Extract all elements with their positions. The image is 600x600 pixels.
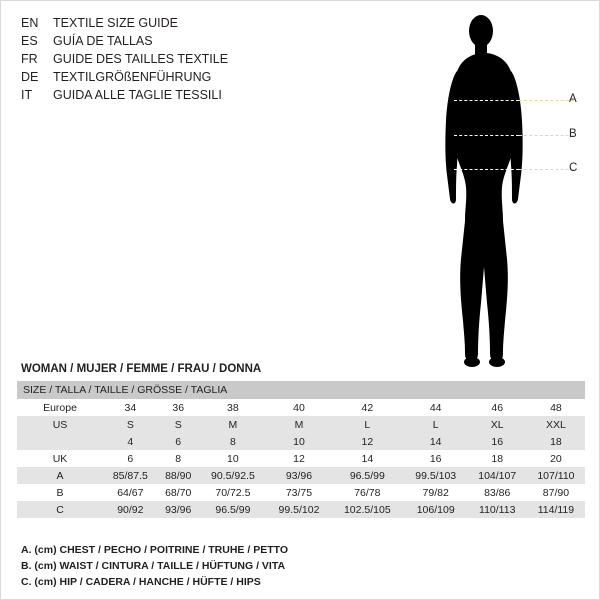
cell: M: [199, 416, 267, 433]
title-row-de: [21, 69, 351, 87]
cell: 64/67: [103, 484, 158, 501]
waist-guide-line-inner: [454, 135, 519, 136]
cell: 110/113: [468, 501, 527, 518]
cell: 12: [331, 433, 404, 450]
title-row-fr: [21, 51, 351, 69]
cell: 44: [404, 399, 468, 416]
table-header-row: [17, 381, 585, 399]
cell: 114/119: [527, 501, 585, 518]
hip-guide-line: [519, 169, 574, 170]
cell: 104/107: [468, 467, 527, 484]
cell: 12: [267, 450, 331, 467]
cell: 107/110: [527, 467, 585, 484]
row-label-c: C: [17, 501, 103, 518]
waist-guide-line: [519, 135, 574, 136]
cell: 88/90: [158, 467, 199, 484]
language-code-it: IT: [21, 88, 33, 102]
row-label-us: US: [17, 416, 103, 433]
cell: 99.5/103: [404, 467, 468, 484]
measure-label-a: A: [569, 93, 577, 105]
language-code-es: ES: [21, 34, 38, 48]
cell: 6: [103, 450, 158, 467]
cell: 73/75: [267, 484, 331, 501]
title-block: [21, 15, 351, 105]
body-figure: [421, 9, 591, 369]
row-label-uk: UK: [17, 450, 103, 467]
cell: 18: [468, 450, 527, 467]
cell: 14: [404, 433, 468, 450]
cell: 38: [199, 399, 267, 416]
cell: 83/86: [468, 484, 527, 501]
cell: 79/82: [404, 484, 468, 501]
cell: 36: [158, 399, 199, 416]
title-row-en: [21, 15, 351, 33]
cell: 16: [468, 433, 527, 450]
cell: 10: [199, 450, 267, 467]
cell: 34: [103, 399, 158, 416]
cell: 48: [527, 399, 585, 416]
cell: 16: [404, 450, 468, 467]
size-table-wrapper: [17, 381, 585, 518]
cell: XL: [468, 416, 527, 433]
cell: 90.5/92.5: [199, 467, 267, 484]
cell: 40: [267, 399, 331, 416]
cell: 76/78: [331, 484, 404, 501]
cell: 68/70: [158, 484, 199, 501]
cell: L: [331, 416, 404, 433]
cell: 42: [331, 399, 404, 416]
row-label-a: A: [17, 467, 103, 484]
woman-silhouette-icon: [421, 9, 591, 369]
row-label-europe: Europe: [17, 399, 103, 416]
table-row: [17, 433, 585, 450]
table-row: [17, 450, 585, 467]
cell: 46: [468, 399, 527, 416]
cell: L: [404, 416, 468, 433]
cell: 96.5/99: [199, 501, 267, 518]
cell: 87/90: [527, 484, 585, 501]
cell: 96.5/99: [331, 467, 404, 484]
note-waist: B. (cm) WAIST / CINTURA / TAILLE / HÜFTUNG / VITA: [21, 560, 286, 572]
table-row: [17, 416, 585, 433]
cell: 20: [527, 450, 585, 467]
cell: 14: [331, 450, 404, 467]
size-table: [17, 381, 585, 518]
measurement-notes: [21, 542, 288, 590]
title-row-es: [21, 33, 351, 51]
cell: 8: [158, 450, 199, 467]
cell: 10: [267, 433, 331, 450]
title-text-de: TEXTILGRÖßENFÜHRUNG: [53, 70, 212, 84]
cell: 85/87.5: [103, 467, 158, 484]
measure-label-b: B: [569, 128, 577, 140]
title-text-en: TEXTILE SIZE GUIDE: [53, 16, 179, 30]
language-code-fr: FR: [21, 52, 38, 66]
table-row: [17, 467, 585, 484]
language-code-en: EN: [21, 16, 39, 30]
cell: S: [158, 416, 199, 433]
cell: 99.5/102: [267, 501, 331, 518]
note-chest: A. (cm) CHEST / PECHO / POITRINE / TRUHE / PETTO: [21, 544, 289, 556]
chest-guide-line-inner: [454, 100, 519, 101]
hip-guide-line-inner: [454, 169, 519, 170]
row-label-b: B: [17, 484, 103, 501]
chest-guide-line: [519, 100, 574, 101]
title-row-it: [21, 87, 351, 105]
title-text-fr: GUIDE DES TAILLES TEXTILE: [53, 52, 229, 66]
cell: 93/96: [158, 501, 199, 518]
table-row: [17, 484, 585, 501]
language-code-de: DE: [21, 70, 39, 84]
cell: 70/72.5: [199, 484, 267, 501]
cell: 4: [103, 433, 158, 450]
note-hip: C. (cm) HIP / CADERA / HANCHE / HÜFTE / HIPS: [21, 576, 261, 588]
measure-label-c: C: [569, 162, 578, 174]
table-row: [17, 501, 585, 518]
title-text-es: GUÍA DE TALLAS: [53, 34, 153, 48]
cell: 106/109: [404, 501, 468, 518]
cell: S: [103, 416, 158, 433]
cell: 6: [158, 433, 199, 450]
cell: 102.5/105: [331, 501, 404, 518]
cell: 18: [527, 433, 585, 450]
section-label-woman: WOMAN / MUJER / FEMME / FRAU / DONNA: [21, 363, 262, 375]
cell: XXL: [527, 416, 585, 433]
table-row: [17, 399, 585, 416]
cell: M: [267, 416, 331, 433]
table-header-label: SIZE / TALLA / TAILLE / GRÖSSE / TAGLIA: [23, 384, 228, 396]
cell: 90/92: [103, 501, 158, 518]
row-label-us-numeric: [17, 433, 103, 450]
cell: 8: [199, 433, 267, 450]
cell: 93/96: [267, 467, 331, 484]
title-text-it: GUIDA ALLE TAGLIE TESSILI: [53, 88, 222, 102]
